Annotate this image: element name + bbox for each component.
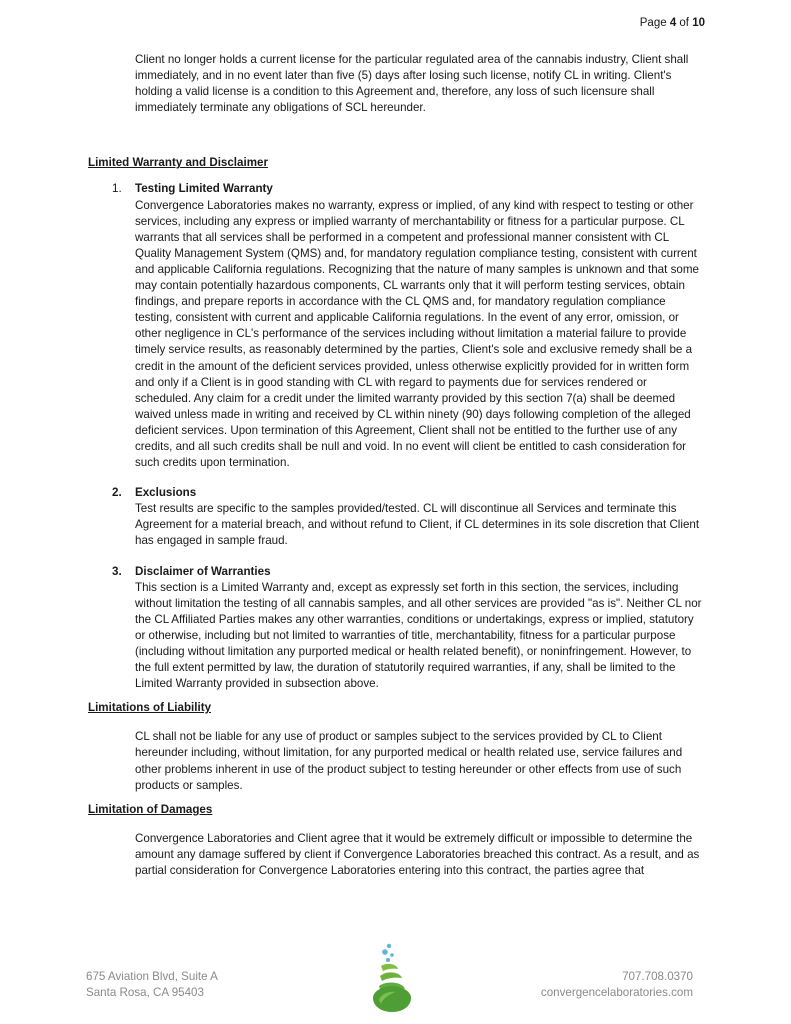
page-number	[640, 17, 705, 29]
warranty-heading: Limited Warranty and Disclaimer	[88, 156, 268, 170]
item-title: Exclusions	[135, 486, 197, 500]
liability-heading: Limitations of Liability	[88, 701, 212, 715]
address-line-1: 675 Aviation Blvd, Suite A	[86, 970, 218, 983]
warranty-item-1	[112, 181, 704, 471]
intro-paragraph: Client no longer holds a current license for the particular regulated area of the cannabis industry, Client shall immediately, and in no event later than five (5) days after losing such license, notify CL in writing. Client's holding a valid license is a condition to this Agreement and, therefore, any loss of such licensure shall immediately terminate any obligations of SCL hereunder.	[135, 53, 689, 115]
warranty-item-3	[112, 564, 704, 693]
logo-flask	[373, 986, 411, 1012]
page-total: 10	[692, 17, 705, 29]
logo-bubble	[386, 958, 390, 962]
logo-leaf	[380, 972, 402, 981]
damages-heading: Limitation of Damages	[88, 802, 213, 816]
website-link[interactable]: convergencelaboratories.com	[540, 986, 693, 999]
damages-body: Convergence Laboratories and Client agree that it would be extremely difficult or impossible to determine the amount any damage suffered by client if Convergence Laboratories breached this contract. As a result, and as partial consideration for Convergence Laboratories entering into this contract, the parties agree that	[135, 831, 700, 878]
item-body: Test results are specific to the samples provided/tested. CL will discontinue all Services and terminate this Agreement for a material breach, and without refund to Client, if CL determines in its sole discretion that Client has engaged in sample fraud.	[135, 502, 700, 548]
page-prefix: Page	[639, 17, 670, 29]
item-number: 2.	[112, 486, 122, 500]
item-title: Testing Limited Warranty	[135, 182, 273, 196]
logo-bubble	[390, 953, 394, 957]
liability-body: CL shall not be liable for any use of product or samples subject to the services provided by CL to Client hereunder including, without limitation, for any purported medical or health related use, service failures and other problems inherent in use of the product subject to testing hereunder or other effects from use of such products or samples.	[135, 730, 683, 792]
company-logo-icon	[367, 942, 417, 1014]
footer-contact	[541, 969, 693, 1001]
page-current: 4	[669, 17, 677, 29]
address-line-2: Santa Rosa, CA 95403	[86, 986, 204, 999]
footer-address	[86, 969, 218, 1001]
document-body	[88, 52, 704, 879]
item-number: 1.	[112, 182, 122, 196]
logo-leaf	[381, 964, 398, 971]
phone-number: 707.708.0370	[622, 970, 693, 983]
page-of: of	[676, 17, 693, 29]
logo-bubble	[387, 944, 391, 948]
logo-bubble	[382, 949, 388, 955]
item-body: Convergence Laboratories makes no warranty, express or implied, of any kind with respect to testing or other services, including any express or implied warranty of merchantability or fitness for a particular purpose. CL warrants that all services shall be performed in a competent and professional manner consistent with CL Quality Management System (QMS) and, for mandatory regulation compliance testing, consistent with current and applicable California regulations. Recognizing that the nature of many samples is unknown and that some may contain potentially hazardous components, CL warrants only that it will perform testing services, obtain findings, and prepare reports in accordance with the CL QMS and, for mandatory regulation compliance testing, consistent with current and applicable California regulations. In the event of any error, omission, or other negligence in CL's performance of the services including without limitation a material failure to provide timely service results, as reasonably determined by the parties, Client's sole and exclusive remedy shall be a credit in the amount of the deficient services provided, unless otherwise explicitly provided for in written form and only if a Client is in good standing with CL with regard to payments due for services rendered or scheduled. Any claim for a credit under the limited warranty provided by this section 7(a) shall be deemed waived unless made in writing and received by CL within ninety (90) days following completion of the alleged deficient services. Upon termination of this Agreement, Client shall not be entitled to the further use of any credits, and all such credits shall be null and void. In no event will client be entitled to cash consideration for such credits upon termination.	[135, 198, 699, 470]
item-number: 3.	[112, 564, 122, 578]
warranty-item-2	[112, 485, 704, 549]
item-title: Disclaimer of Warranties	[135, 564, 271, 578]
item-body: This section is a Limited Warranty and, except as expressly set forth in this section, the services, including without limitation the testing of all cannabis samples, and all other services are provided "as is". Neither CL nor the CL Affiliated Parties makes any other warranties, conditions or undertakings, express or implied, statutory or otherwise, including but not limited to warranties of title, merchantability, fitness for a particular purpose (including without limitation any purported medical or health related benefit), or noninfringement. However, to the full extent permitted by law, the duration of statutorily required warranties, if any, shall be limited to the Limited Warranty provided in subsection above.	[135, 580, 702, 691]
